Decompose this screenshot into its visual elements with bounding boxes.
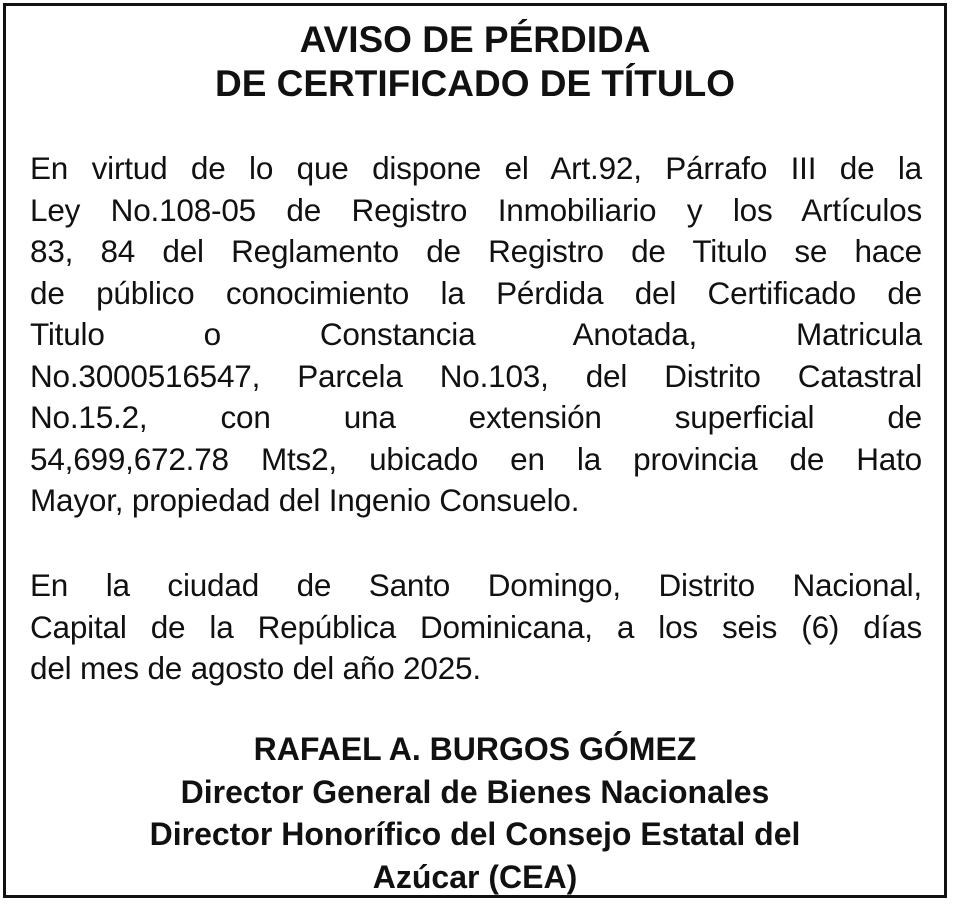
- legal-paragraph-line: No.3000516547, Parcela No.103, del Distrito Catastral: [30, 357, 922, 394]
- title-line-2: DE CERTIFICADO DE TÍTULO: [214, 63, 736, 104]
- legal-paragraph-line: Mayor, propiedad del Ingenio Consuelo.: [30, 482, 580, 518]
- place-date-paragraph: [30, 565, 922, 690]
- notice-title: [6, 18, 944, 106]
- place-date-line: del mes de agosto del año 2025.: [30, 650, 481, 686]
- legal-paragraph-line: Ley No.108-05 de Registro Inmobiliario y los Artículos: [30, 191, 922, 228]
- place-date-line: Capital de la República Dominicana, a los seis (6) días: [30, 608, 922, 645]
- legal-paragraph-line: En virtud de lo que dispone el Art.92, Párrafo III de la: [30, 150, 922, 186]
- legal-paragraph: [30, 148, 922, 522]
- signatory-name: RAFAEL A. BURGOS GÓMEZ: [253, 731, 697, 767]
- legal-paragraph-line: 83, 84 del Reglamento de Registro de Titulo se hace: [30, 233, 922, 269]
- title-line-1: AVISO DE PÉRDIDA: [299, 19, 651, 60]
- signatory-role: Director General de Bienes Nacionales: [180, 773, 770, 810]
- legal-paragraph-line: 54,699,672.78 Mts2, ubicado en la provincia de Hato: [30, 440, 922, 477]
- notice-box: [3, 3, 947, 898]
- place-date-line: En la ciudad de Santo Domingo, Distrito Nacional,: [30, 567, 922, 603]
- signature-block: [6, 728, 944, 898]
- legal-paragraph-line: No.15.2, con una extensión superficial de: [30, 399, 922, 435]
- legal-paragraph-line: de público conocimiento la Pérdida del Certificado de: [30, 274, 922, 311]
- signatory-role: Azúcar (CEA): [372, 858, 578, 895]
- legal-paragraph-line: Titulo o Constancia Anotada, Matricula: [30, 316, 922, 352]
- signatory-role: Director Honorífico del Consejo Estatal del: [149, 816, 801, 852]
